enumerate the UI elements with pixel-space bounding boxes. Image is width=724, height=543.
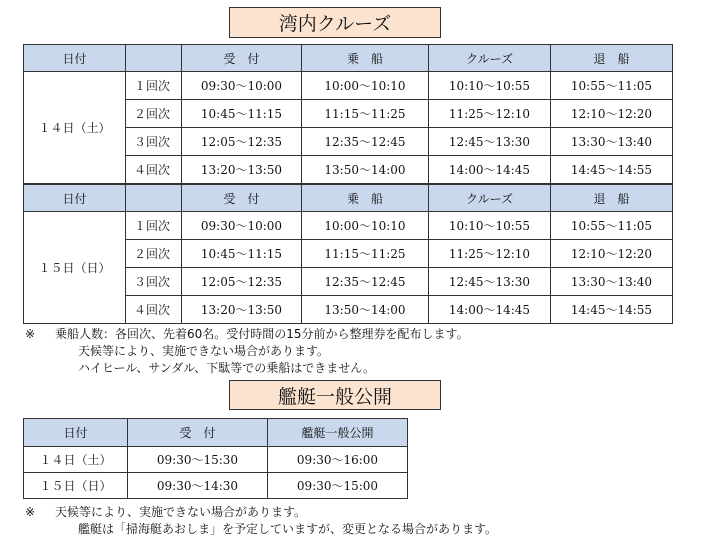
time-cell: 10:00～10:10 xyxy=(302,212,429,240)
time-cell: 11:15～11:25 xyxy=(302,240,429,268)
time-cell: 10:00～10:10 xyxy=(302,72,429,100)
time-cell: 12:45～13:30 xyxy=(429,128,551,156)
table-row xyxy=(24,212,673,240)
cruise-title: 湾内クルーズ xyxy=(229,7,441,38)
cruise-schedule-table-day1 xyxy=(23,44,673,184)
time-cell: 14:00～14:45 xyxy=(429,296,551,324)
date-cell: １５日（日） xyxy=(24,212,126,324)
column-header: 乗 船 xyxy=(302,45,429,72)
time-cell: 12:45～13:30 xyxy=(429,268,551,296)
time-cell: 10:45～11:15 xyxy=(182,100,302,128)
date-cell: １４日（土） xyxy=(24,72,126,184)
public-note-line-2: 艦艇は「掃海艇あおしま」を予定していますが、変更となる場合があります。 xyxy=(78,522,498,536)
public-title: 艦艇一般公開 xyxy=(229,380,441,410)
date-cell: １５日（日） xyxy=(24,473,128,499)
date-cell: １４日（土） xyxy=(24,447,128,473)
time-cell: 12:05～12:35 xyxy=(182,268,302,296)
time-cell: 09:30～16:00 xyxy=(268,447,408,473)
cruise-schedule-table-day2 xyxy=(23,184,673,324)
time-cell: 12:10～12:20 xyxy=(551,240,673,268)
header-row xyxy=(24,45,673,72)
time-cell: 14:45～14:55 xyxy=(551,156,673,184)
time-cell: 10:10～10:55 xyxy=(429,212,551,240)
column-header: 艦艇一般公開 xyxy=(268,419,408,447)
session-cell: １回次 xyxy=(126,72,182,100)
session-cell: ２回次 xyxy=(126,100,182,128)
time-cell: 09:30～15:30 xyxy=(128,447,268,473)
public-note-text-1: 天候等により、実施できない場合があります。 xyxy=(55,505,307,519)
session-cell: ３回次 xyxy=(126,128,182,156)
column-header xyxy=(126,185,182,212)
column-header: 退 船 xyxy=(551,185,673,212)
time-cell: 13:50～14:00 xyxy=(302,156,429,184)
table-row xyxy=(24,473,408,499)
public-viewing-table xyxy=(23,418,408,499)
time-cell: 11:15～11:25 xyxy=(302,100,429,128)
header-row xyxy=(24,419,408,447)
column-header: 受 付 xyxy=(182,45,302,72)
cruise-note-line-2: 天候等により、実施できない場合があります。 xyxy=(78,344,330,358)
session-cell: ２回次 xyxy=(126,240,182,268)
time-cell: 10:55～11:05 xyxy=(551,72,673,100)
session-cell: ３回次 xyxy=(126,268,182,296)
time-cell: 11:25～12:10 xyxy=(429,100,551,128)
public-note-line-1 xyxy=(25,504,497,521)
time-cell: 09:30～10:00 xyxy=(182,212,302,240)
session-cell: １回次 xyxy=(126,212,182,240)
time-cell: 09:30～15:00 xyxy=(268,473,408,499)
time-cell: 12:05～12:35 xyxy=(182,128,302,156)
cruise-note-text-1: 乗船人数：各回次、先着60名。受付時間の15分前から整理券を配布します。 xyxy=(55,327,469,341)
time-cell: 14:45～14:55 xyxy=(551,296,673,324)
note-mark: ※ xyxy=(25,327,36,341)
time-cell: 10:55～11:05 xyxy=(551,212,673,240)
time-cell: 13:30～13:40 xyxy=(551,128,673,156)
time-cell: 10:10～10:55 xyxy=(429,72,551,100)
time-cell: 11:25～12:10 xyxy=(429,240,551,268)
time-cell: 12:35～12:45 xyxy=(302,268,429,296)
column-header xyxy=(126,45,182,72)
cruise-notes xyxy=(25,326,469,377)
column-header: クルーズ xyxy=(429,185,551,212)
column-header: 日付 xyxy=(24,45,126,72)
column-header: 受 付 xyxy=(182,185,302,212)
note-mark: ※ xyxy=(25,505,36,519)
table-row xyxy=(24,72,673,100)
table-row xyxy=(24,447,408,473)
session-cell: ４回次 xyxy=(126,296,182,324)
time-cell: 12:35～12:45 xyxy=(302,128,429,156)
time-cell: 12:10～12:20 xyxy=(551,100,673,128)
cruise-note-line-3: ハイヒール、サンダル、下駄等での乗船はできません。 xyxy=(78,361,376,375)
time-cell: 10:45～11:15 xyxy=(182,240,302,268)
time-cell: 13:20～13:50 xyxy=(182,156,302,184)
column-header: クルーズ xyxy=(429,45,551,72)
column-header: 受 付 xyxy=(128,419,268,447)
session-cell: ４回次 xyxy=(126,156,182,184)
public-notes xyxy=(25,504,497,538)
header-row xyxy=(24,185,673,212)
column-header: 退 船 xyxy=(551,45,673,72)
column-header: 乗 船 xyxy=(302,185,429,212)
time-cell: 09:30～14:30 xyxy=(128,473,268,499)
time-cell: 09:30～10:00 xyxy=(182,72,302,100)
time-cell: 14:00～14:45 xyxy=(429,156,551,184)
time-cell: 13:30～13:40 xyxy=(551,268,673,296)
time-cell: 13:50～14:00 xyxy=(302,296,429,324)
time-cell: 13:20～13:50 xyxy=(182,296,302,324)
column-header: 日付 xyxy=(24,185,126,212)
column-header: 日付 xyxy=(24,419,128,447)
cruise-note-line-1 xyxy=(25,326,469,343)
